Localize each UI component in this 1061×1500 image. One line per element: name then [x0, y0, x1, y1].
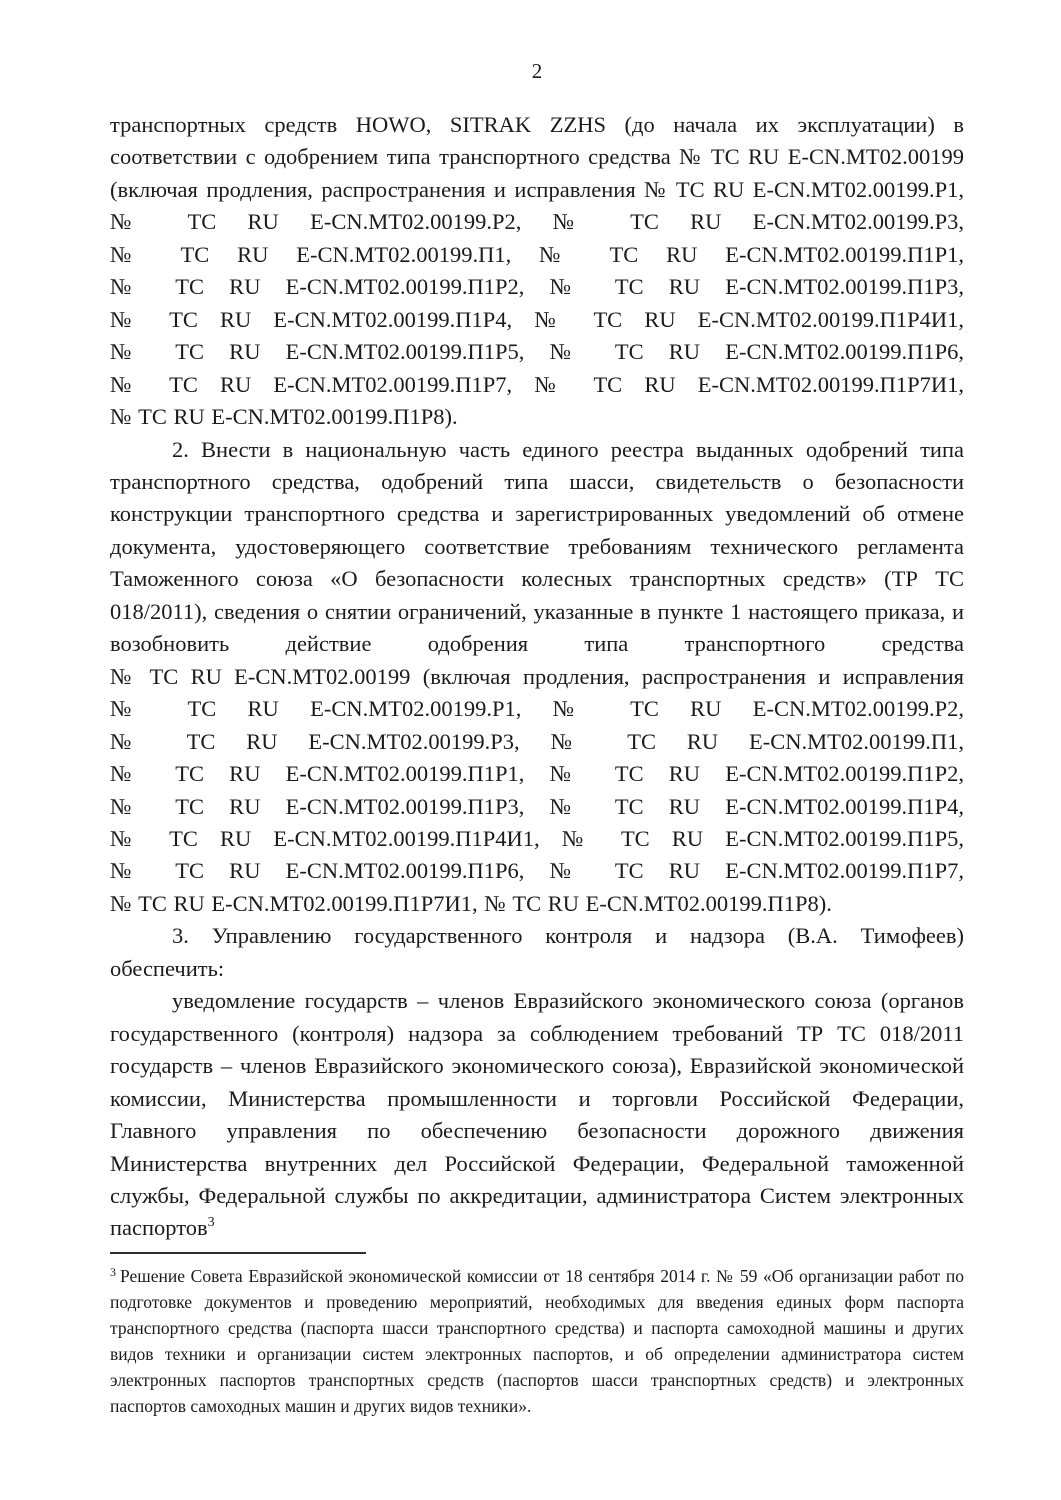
footnote-reference: 3: [207, 1215, 215, 1231]
footnote-marker: 3: [110, 1264, 116, 1279]
paragraph-notification-text: уведомление государств – членов Евразийского экономического союза (органов государственного (контроля) надзора за соблюдением требований ТР ТС 018/2011 государств – членов Евразийского экономического союза), Евразийской экономической комиссии, Министерства промышленности и торговли Российской Федерации, Главного управления по обеспечению безопасности дорожного движения Министерства внутренних дел Российской Федерации, Федеральной таможенной службы, Федеральной службы по аккредитации, администратора Систем электронных паспортов: [110, 988, 964, 1241]
paragraph-item-3: 3. Управлению государственного контроля и надзора (В.А. Тимофеев) обеспечить:: [110, 923, 964, 981]
footnote: [110, 1263, 964, 1419]
document-body: [110, 109, 964, 1245]
footnote-text: Решение Совета Евразийской экономической комиссии от 18 сентября 2014 г. № 59 «Об организации работ по подготовке документов и проведению мероприятий, необходимых для введения единых форм паспорта транспортного средства (паспорта шасси транспортного средства) и паспорта самоходной машины и других видов техники и организации систем электронных паспортов, и об определении администратора систем электронных паспортов транспортных средств (паспортов шасси транспортных средств) и электронных паспортов самоходных машин и других видов техники».: [110, 1265, 964, 1416]
page-number: 2: [531, 59, 543, 83]
paragraph-notification: [110, 985, 964, 1245]
footnote-paragraph: [110, 1263, 964, 1419]
paragraph-continuation: транспортных средств HOWO, SITRAK ZZHS (до начала их эксплуатации) в соответствии с одобрением типа транспортного средства № ТС RU Е‑CN.МТ02.00199 (включая продления, распространения и исправления № ТС RU Е‑CN.МТ02.00199.Р1, № ТС RU Е‑CN.МТ02.00199.Р2, № ТС RU Е‑CN.МТ02.00199.Р3, № ТС RU Е‑CN.МТ02.00199.П1, № ТС RU Е‑CN.МТ02.00199.П1Р1, № ТС RU Е‑CN.МТ02.00199.П1Р2, № ТС RU Е‑CN.МТ02.00199.П1Р3, № ТС RU Е‑CN.МТ02.00199.П1Р4, № ТС RU Е‑CN.МТ02.00199.П1Р4И1, № ТС RU Е‑CN.МТ02.00199.П1Р5, № ТС RU Е‑CN.МТ02.00199.П1Р6, № ТС RU Е‑CN.МТ02.00199.П1Р7, № ТС RU Е‑CN.МТ02.00199.П1Р7И1, № ТС RU Е‑CN.МТ02.00199.П1Р8).: [110, 112, 964, 430]
paragraph-item-2: 2. Внести в национальную часть единого реестра выданных одобрений типа транспортного средства, одобрений типа шасси, свидетельств о безопасности конструкции транспортного средства и зарегистрированных уведомлений об отмене документа, удостоверяющего соответствие требованиям технического регламента Таможенного союза «О безопасности колесных транспортных средств» (ТР ТС 018/2011), сведения о снятии ограничений, указанные в пункте 1 настоящего приказа, и возобновить действие одобрения типа транспортного средства № ТС RU Е‑CN.МТ02.00199 (включая продления, распространения и исправления № ТС RU Е‑CN.МТ02.00199.Р1, № ТС RU Е‑CN.МТ02.00199.Р2, № ТС RU Е‑CN.МТ02.00199.Р3, № ТС RU Е‑CN.МТ02.00199.П1, № ТС RU Е‑CN.МТ02.00199.П1Р1, № ТС RU Е‑CN.МТ02.00199.П1Р2, № ТС RU Е‑CN.МТ02.00199.П1Р3, № ТС RU Е‑CN.МТ02.00199.П1Р4, № ТС RU Е‑CN.МТ02.00199.П1Р4И1, № ТС RU Е‑CN.МТ02.00199.П1Р5, № ТС RU Е‑CN.МТ02.00199.П1Р6, № ТС RU Е‑CN.МТ02.00199.П1Р7, № ТС RU Е‑CN.МТ02.00199.П1Р7И1, № ТС RU Е‑CN.МТ02.00199.П1Р8).: [110, 436, 964, 916]
footnote-separator: [110, 1252, 366, 1254]
